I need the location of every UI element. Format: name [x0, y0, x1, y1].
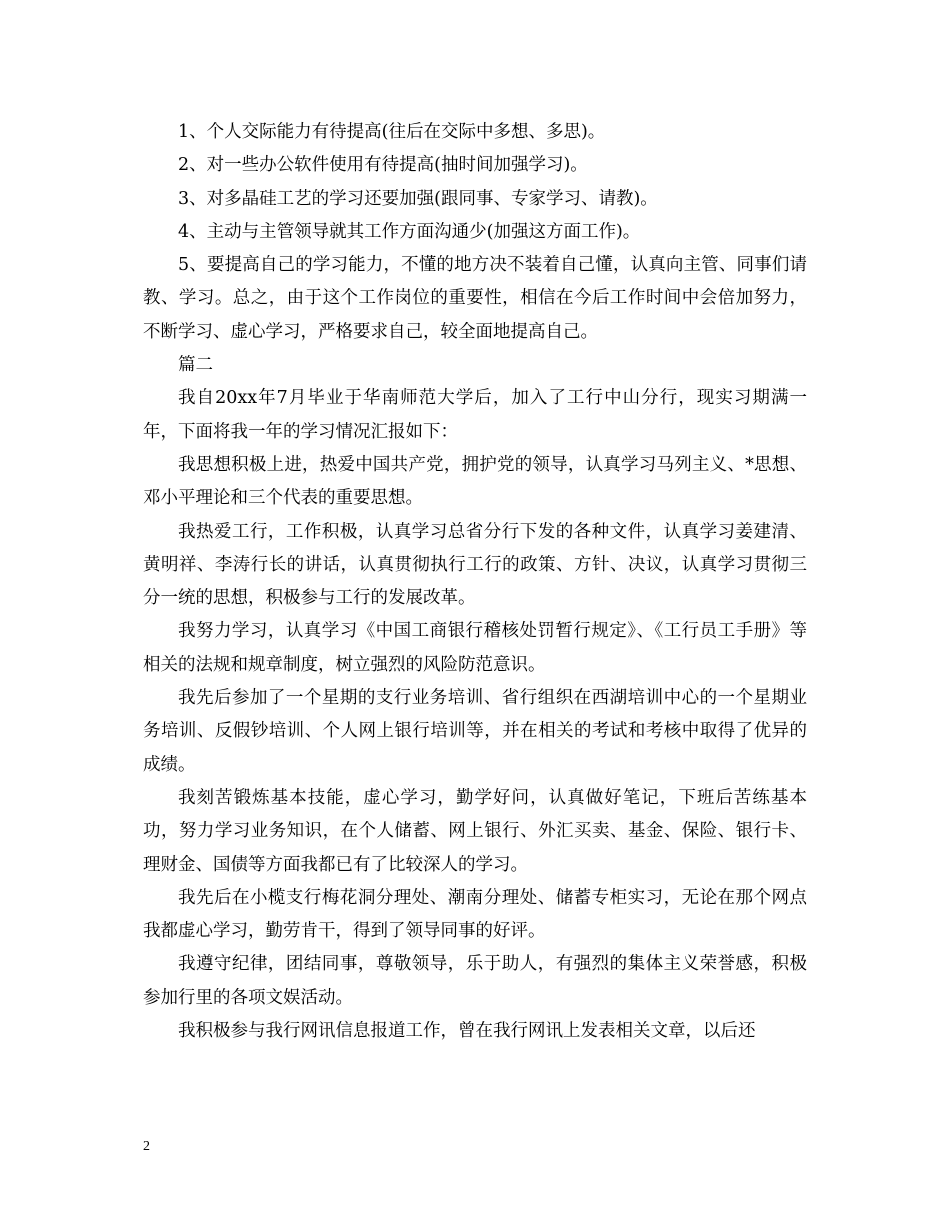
- paragraph: 我思想积极上进，热爱中国共产党，拥护党的领导，认真学习马列主义、*思想、邓小平理论和三个代表的重要思想。: [143, 454, 807, 509]
- paragraph: 4、主动与主管领导就其工作方面沟通少(加强这方面工作)。: [178, 221, 641, 242]
- paragraph: 我先后参加了一个星期的支行业务培训、省行组织在西湖培训中心的一个星期业务培训、反假钞培训、个人网上银行培训等，并在相关的考试和考核中取得了优异的成绩。: [143, 688, 807, 775]
- paragraph: 5、要提高自己的学习能力，不懂的地方决不装着自己懂，认真向主管、同事们请教、学习。总之，由于这个工作岗位的重要性，相信在今后工作时间中会倍加努力，不断学习、虚心学习，严格要求自己，较全面地提高自己。: [143, 255, 807, 342]
- document-body: [143, 116, 807, 1048]
- paragraph: 1、个人交际能力有待提高(往后在交际中多想、多思)。: [178, 122, 606, 142]
- paragraph: 我刻苦锻炼基本技能，虚心学习，勤学好问，认真做好笔记，下班后苦练基本功，努力学习业务知识，在个人储蓄、网上银行、外汇买卖、基金、保险、银行卡、理财金、国债等方面我都已有了比较深人的学习。: [143, 787, 807, 875]
- paragraph: 我先后在小榄支行梅花洞分理处、潮南分理处、储蓄专柜实习，无论在那个网点我都虚心学习，勤劳肯干，得到了领导同事的好评。: [143, 887, 807, 942]
- paragraph: 我努力学习，认真学习《中国工商银行稽核处罚暂行规定》、《工行员工手册》等相关的法规和规章制度，树立强烈的风险防范意识。: [143, 621, 807, 675]
- page-number: 2: [143, 1139, 150, 1154]
- paragraph: 2、对一些办公软件使用有待提高(抽时间加强学习)。: [178, 155, 588, 176]
- paragraph: 我遵守纪律，团结同事，尊敬领导，乐于助人，有强烈的集体主义荣誉感，积极参加行里的各项文娱活动。: [143, 954, 807, 1008]
- paragraph: 我自20xx年7月毕业于华南师范大学后，加入了工行中山分行，现实习期满一年，下面将我一年的学习情况汇报如下：: [143, 388, 807, 442]
- paragraph: 我热爱工行，工作积极，认真学习总省分行下发的各种文件，认真学习姜建清、黄明祥、李涛行长的讲话，认真贯彻执行工行的政策、方针、决议，认真学习贯彻三分一统的思想，积极参与工行的发展改革。: [143, 521, 807, 609]
- paragraph: 我积极参与我行网讯信息报道工作，曾在我行网讯上发表相关文章，以后还: [178, 1021, 756, 1042]
- section-heading: 篇二: [178, 355, 213, 376]
- paragraph: 3、对多晶硅工艺的学习还要加强(跟同事、专家学习、请教)。: [178, 188, 658, 209]
